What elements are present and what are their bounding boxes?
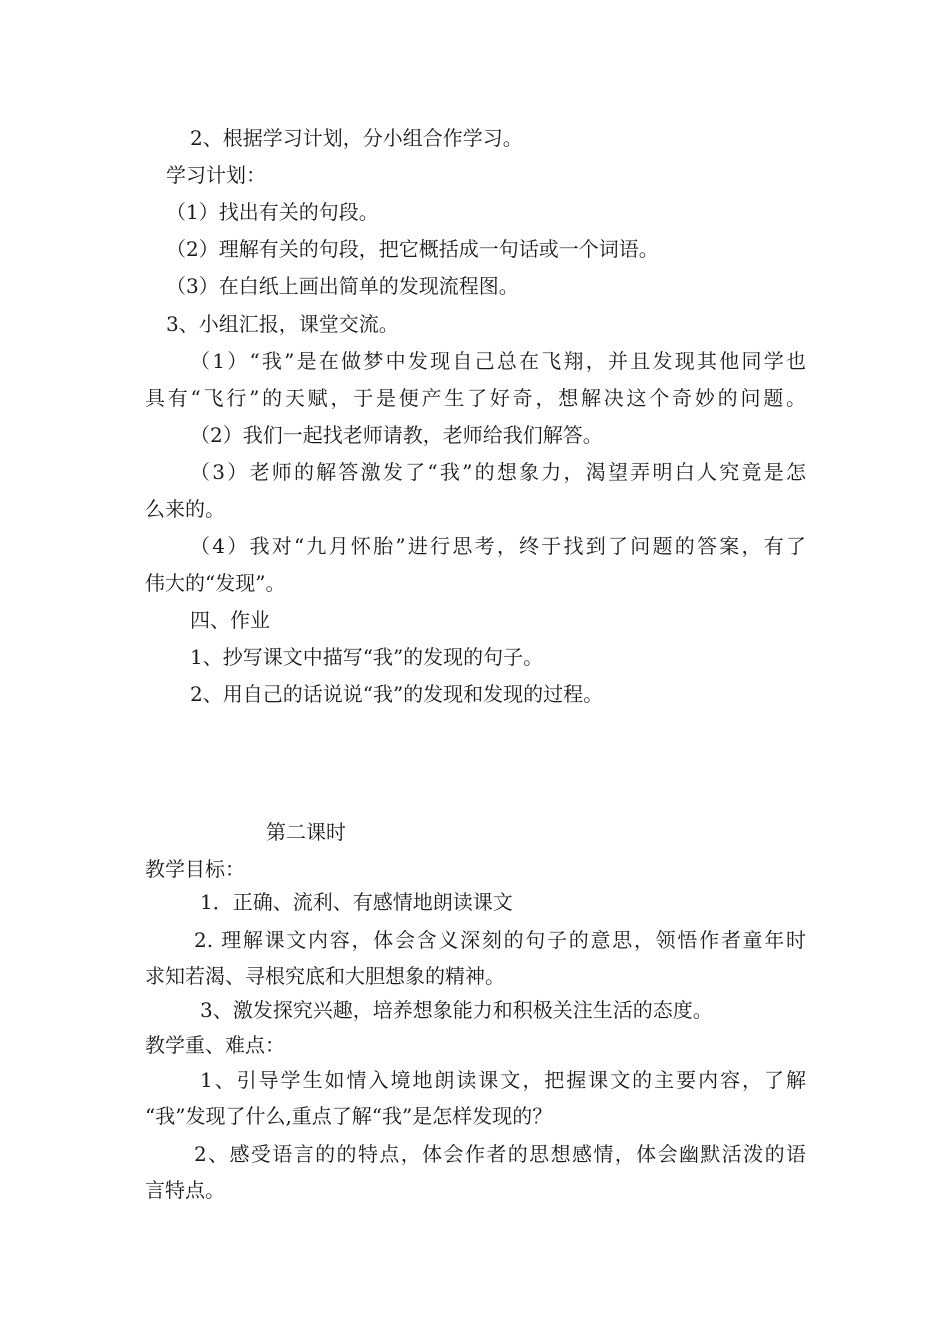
text-line: 1、抄写课文中描写“我”的发现的句子。 <box>190 645 544 669</box>
text-line: （3）老师的解答激发了“我”的想象力，渴望弄明白人究竟是怎 <box>190 460 806 484</box>
text-line: 伟大的“发现”。 <box>145 571 286 595</box>
text-line: 学习计划： <box>166 163 266 187</box>
text-line: “我”发现了什么,重点了解“我”是怎样发现的？ <box>145 1104 553 1128</box>
text-line: 2、感受语言的的特点，体会作者的思想感情，体会幽默活泼的语 <box>194 1142 806 1166</box>
text-line: 言特点。 <box>145 1178 225 1202</box>
text-line: 3、小组汇报，课堂交流。 <box>166 312 399 336</box>
text-line: 2、用自己的话说说“我”的发现和发现的过程。 <box>190 682 604 706</box>
section-heading: 教学重、难点： <box>145 1033 285 1057</box>
section-heading: 教学目标： <box>145 857 245 881</box>
text-line: 3、激发探究兴趣，培养想象能力和积极关注生活的态度。 <box>200 998 713 1022</box>
text-line: （2）我们一起找老师请教，老师给我们解答。 <box>190 423 603 447</box>
text-line: （3）在白纸上画出简单的发现流程图。 <box>166 274 519 298</box>
text-line: （1）“我”是在做梦中发现自己总在飞翔，并且发现其他同学也 <box>190 349 806 373</box>
text-line: 2、根据学习计划，分小组合作学习。 <box>190 126 523 150</box>
text-line: 么来的。 <box>145 497 225 521</box>
text-line: 1．正确、流利、有感情地朗读课文 <box>200 890 513 914</box>
text-line: （4）我对“九月怀胎”进行思考，终于找到了问题的答案，有了 <box>190 534 806 558</box>
text-line: （1）找出有关的句段。 <box>166 200 379 224</box>
text-line: 2. 理解课文内容，体会含义深刻的句子的意思，领悟作者童年时 <box>194 928 806 952</box>
text-line: 求知若渴、寻根究底和大胆想象的精神。 <box>145 964 505 988</box>
text-line: 具有“飞行”的天赋，于是便产生了好奇，想解决这个奇妙的问题。 <box>145 386 806 410</box>
section-heading: 四、作业 <box>190 608 270 632</box>
lesson-title: 第二课时 <box>266 820 346 844</box>
text-line: （2）理解有关的句段，把它概括成一句话或一个词语。 <box>166 237 659 261</box>
text-line: 1、引导学生如情入境地朗读课文，把握课文的主要内容，了解 <box>200 1068 806 1092</box>
